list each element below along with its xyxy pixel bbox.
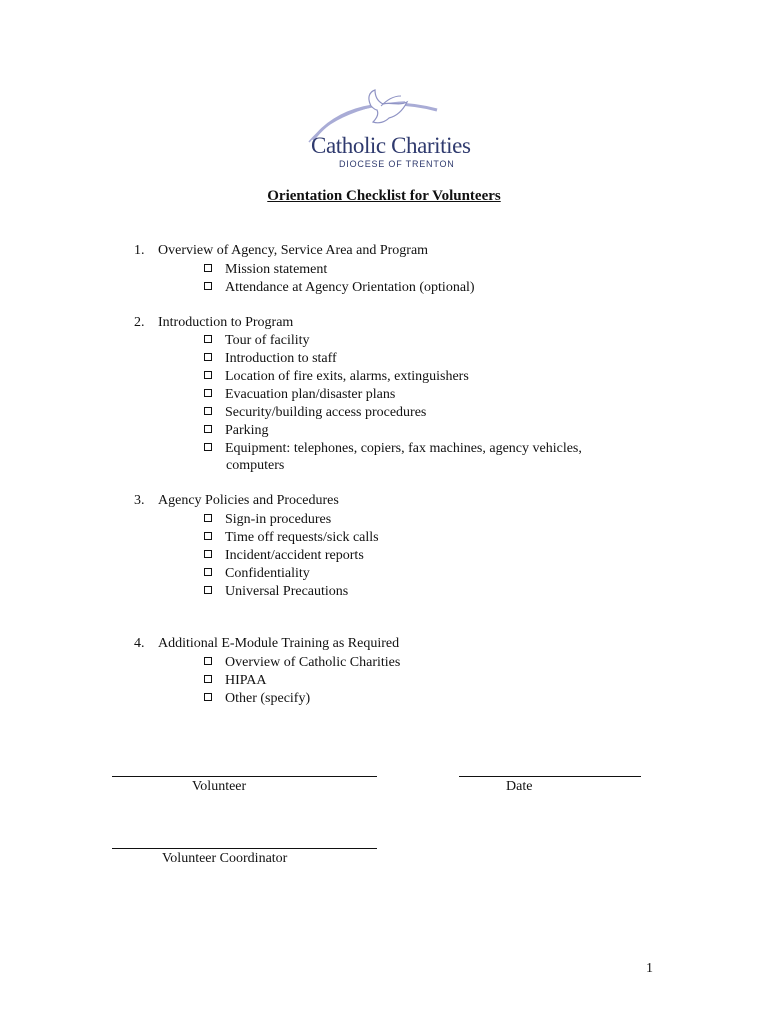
checklist-item bbox=[204, 583, 348, 601]
item-label: HIPAA bbox=[225, 673, 267, 688]
checklist-item bbox=[204, 386, 395, 404]
section-title: Overview of Agency, Service Area and Program bbox=[158, 243, 429, 258]
logo-name: Catholic Charities bbox=[311, 133, 471, 158]
item-label: Universal Precautions bbox=[225, 584, 349, 599]
item-label: Overview of Catholic Charities bbox=[225, 655, 401, 670]
checklist-item bbox=[204, 672, 267, 690]
section-1-heading bbox=[134, 243, 428, 259]
checkbox-icon[interactable] bbox=[204, 353, 212, 361]
page-title: Orientation Checklist for Volunteers bbox=[267, 188, 501, 204]
checkbox-icon[interactable] bbox=[204, 675, 212, 683]
item-label: Time off requests/sick calls bbox=[225, 530, 379, 545]
checkbox-icon[interactable] bbox=[204, 514, 212, 522]
volunteer-signature-line[interactable] bbox=[112, 776, 377, 777]
section-number: 3. bbox=[134, 493, 145, 508]
checkbox-icon[interactable] bbox=[204, 693, 212, 701]
checkbox-icon[interactable] bbox=[204, 443, 212, 451]
item-label: Introduction to staff bbox=[225, 351, 337, 366]
coordinator-label: Volunteer Coordinator bbox=[162, 851, 288, 866]
date-label: Date bbox=[506, 779, 533, 794]
section-number: 4. bbox=[134, 636, 145, 651]
checkbox-icon[interactable] bbox=[204, 282, 212, 290]
coordinator-signature-line[interactable] bbox=[112, 848, 377, 849]
section-2-heading bbox=[134, 315, 293, 331]
checklist-item bbox=[204, 332, 310, 350]
item-label: Security/building access procedures bbox=[225, 405, 427, 420]
item-continuation: computers bbox=[226, 458, 285, 473]
checklist-item bbox=[204, 547, 364, 565]
checklist-item bbox=[204, 440, 582, 458]
item-label: Parking bbox=[225, 423, 269, 438]
checkbox-icon[interactable] bbox=[204, 371, 212, 379]
checklist-item bbox=[204, 404, 426, 422]
section-3-heading bbox=[134, 493, 339, 509]
item-label: Confidentiality bbox=[225, 566, 310, 581]
section-title: Additional E-Module Training as Required bbox=[158, 636, 400, 651]
checkbox-icon[interactable] bbox=[204, 425, 212, 433]
checklist-item bbox=[204, 368, 469, 386]
section-number: 1. bbox=[134, 243, 145, 258]
checkbox-icon[interactable] bbox=[204, 657, 212, 665]
section-title: Introduction to Program bbox=[158, 315, 294, 330]
item-label: Tour of facility bbox=[225, 333, 310, 348]
section-number: 2. bbox=[134, 315, 145, 330]
checklist-item bbox=[204, 654, 400, 672]
checkbox-icon[interactable] bbox=[204, 264, 212, 272]
checklist-item bbox=[204, 422, 269, 440]
section-4-heading bbox=[134, 636, 399, 652]
date-signature-line[interactable] bbox=[459, 776, 641, 777]
item-label: Attendance at Agency Orientation (optional) bbox=[225, 280, 475, 295]
checklist-item bbox=[204, 565, 310, 583]
checklist-item bbox=[204, 529, 379, 547]
item-label: Evacuation plan/disaster plans bbox=[225, 387, 396, 402]
item-label: Incident/accident reports bbox=[225, 548, 364, 563]
item-label: Equipment: telephones, copiers, fax machines, agency vehicles, bbox=[225, 441, 582, 456]
item-label: Location of fire exits, alarms, extinguishers bbox=[225, 369, 469, 384]
page-number: 1 bbox=[646, 961, 653, 976]
checkbox-icon[interactable] bbox=[204, 335, 212, 343]
logo-subtitle: DIOCESE OF TRENTON bbox=[339, 159, 455, 169]
item-label: Mission statement bbox=[225, 262, 328, 277]
checkbox-icon[interactable] bbox=[204, 532, 212, 540]
checkbox-icon[interactable] bbox=[204, 389, 212, 397]
checklist-item bbox=[204, 279, 475, 297]
item-label: Sign-in procedures bbox=[225, 512, 332, 527]
checkbox-icon[interactable] bbox=[204, 550, 212, 558]
catholic-charities-logo bbox=[305, 88, 471, 174]
checklist-item bbox=[204, 261, 327, 279]
checkbox-icon[interactable] bbox=[204, 568, 212, 576]
section-title: Agency Policies and Procedures bbox=[158, 493, 339, 508]
item-label: Other (specify) bbox=[225, 691, 311, 706]
checklist-item bbox=[204, 350, 337, 368]
checklist-item bbox=[204, 690, 310, 708]
checklist-item bbox=[204, 511, 331, 529]
checkbox-icon[interactable] bbox=[204, 407, 212, 415]
checkbox-icon[interactable] bbox=[204, 586, 212, 594]
volunteer-label: Volunteer bbox=[192, 779, 247, 794]
